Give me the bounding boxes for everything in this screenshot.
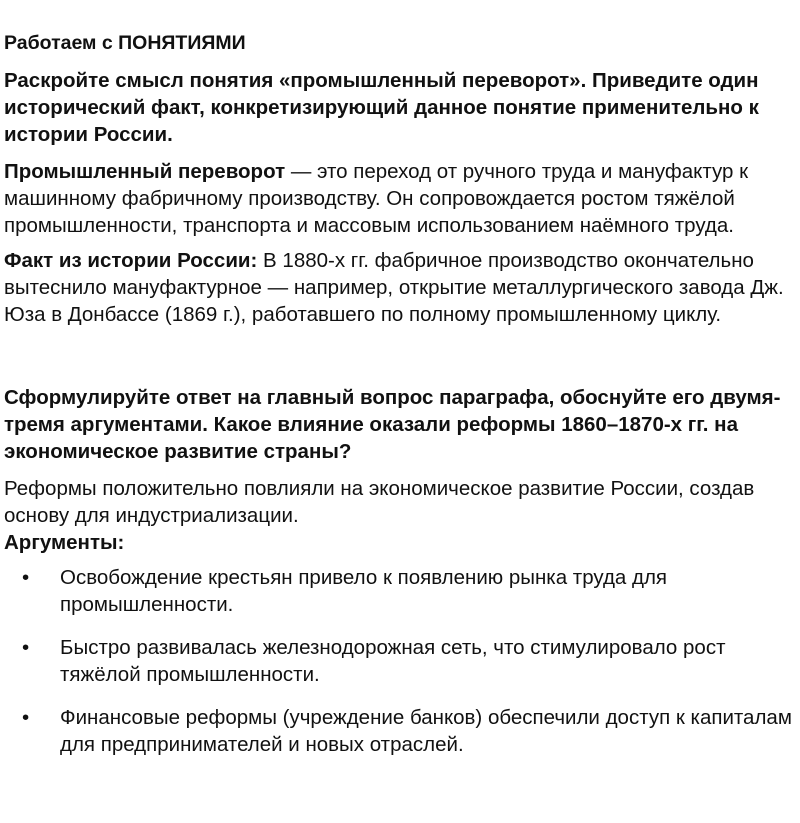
arguments-list [4,564,798,758]
question-1: Раскройте смысл понятия «промышленный переворот». Приведите один исторический факт, конкретизирующий данное понятие применительно к истории России. [4,69,759,146]
bullet-icon: • [22,706,30,729]
argument-text: Быстро развивалась железнодорожная сеть, что стимулировало рост тяжёлой промышленности. [60,636,726,686]
list-item [4,564,798,618]
fact-paragraph [4,247,798,328]
bullet-icon: • [22,566,30,589]
question-2: Сформулируйте ответ на главный вопрос параграфа, обоснуйте его двумя-тремя аргументами. Какое влияние оказали реформы 1860–1870-х гг. на экономическое развитие страны? [4,386,781,463]
definition-text: — это переход от ручного труда и мануфактур к машинному фабричному производству. Он сопровождается ростом тяжёлой промышленности, транспорта и массовым использованием наёмного труда. [4,160,749,237]
section-title: Работаем с ПОНЯТИЯМИ [4,32,246,54]
list-item [4,704,798,758]
fact-label: Факт из истории России: [4,249,258,272]
argument-text: Освобождение крестьян привело к появлению рынка труда для промышленности. [60,566,668,616]
definition-paragraph [4,158,798,239]
definition-term: Промышленный переворот [4,160,286,183]
answer-2: Реформы положительно повлияли на экономическое развитие России, создав основу для индустриализации. [4,477,755,527]
argument-text: Финансовые реформы (учреждение банков) обеспечили доступ к капиталам для предпринимателей и новых отраслей. [60,706,792,756]
arguments-label: Аргументы: [4,531,125,554]
bullet-icon: • [22,636,30,659]
list-item [4,634,798,688]
fact-text: В 1880-х гг. фабричное производство окончательно вытеснило мануфактурное — например, открытие металлургического завода Дж. Юза в Донбассе (1869 г.), работавшего по полному промышленному циклу. [4,249,784,326]
